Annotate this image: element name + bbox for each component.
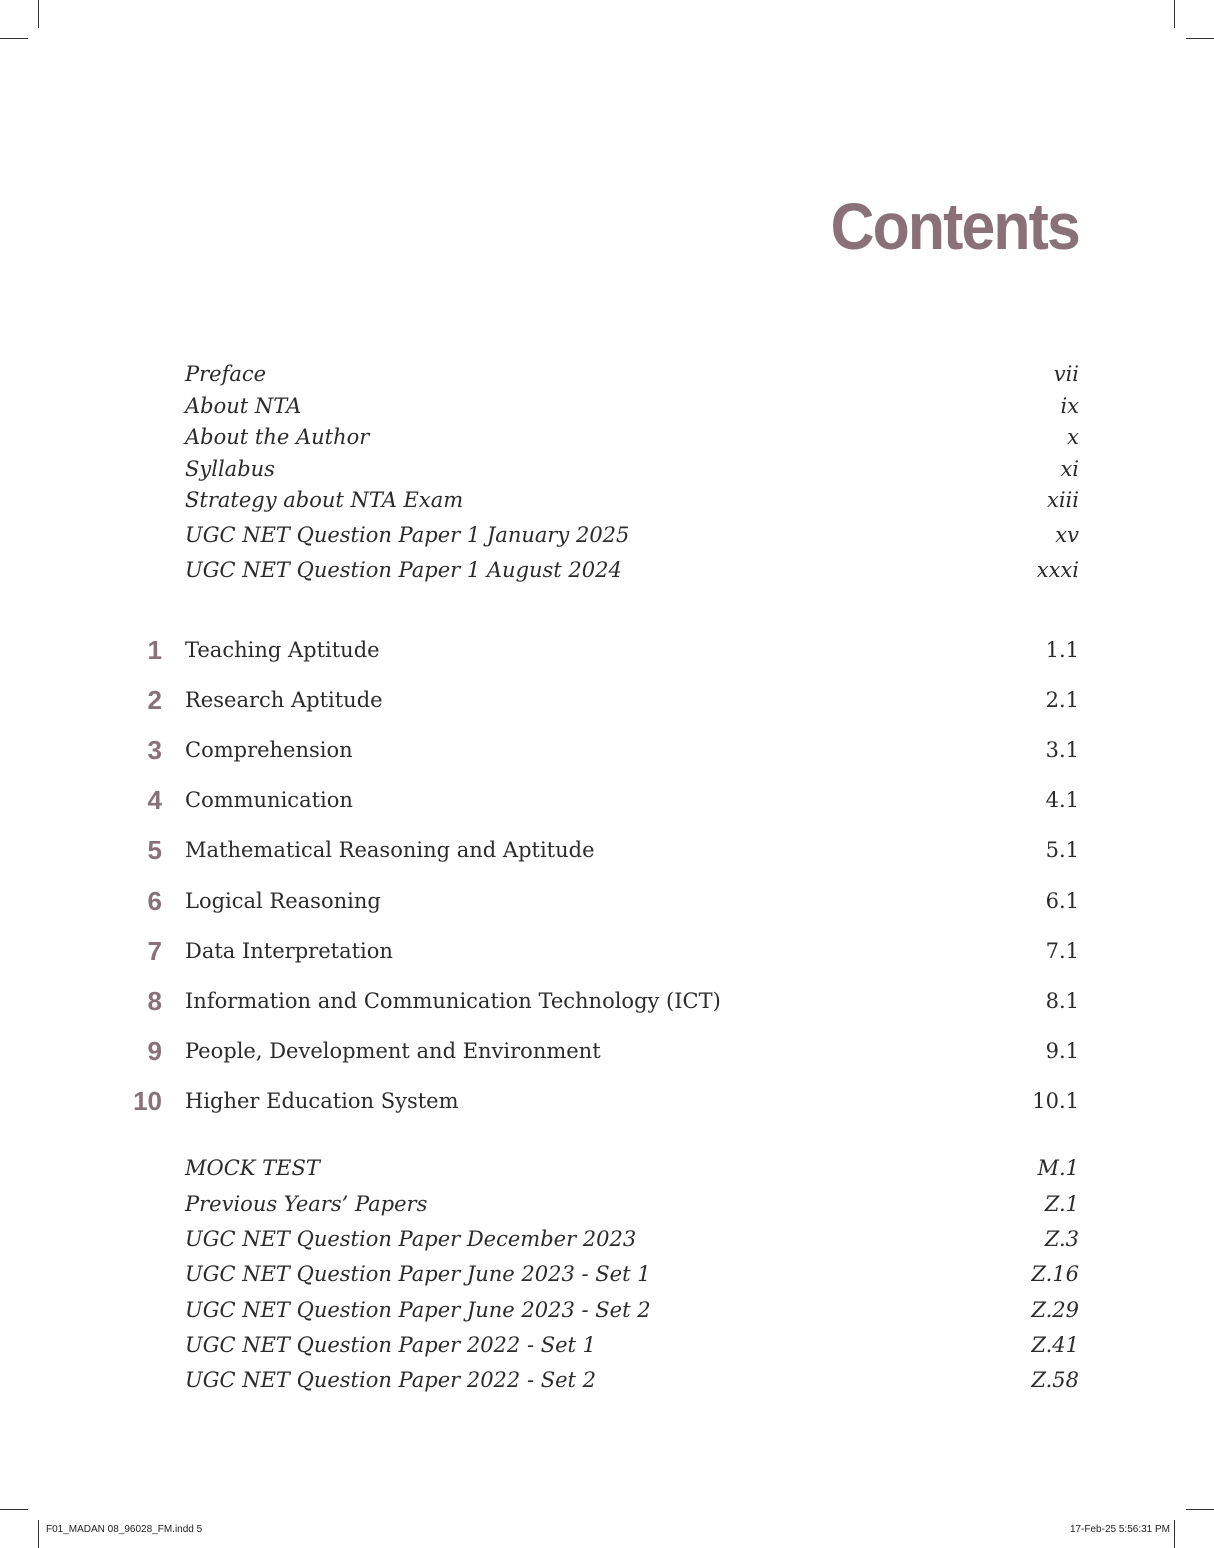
back-entry[interactable] [0, 1294, 1214, 1326]
entry-title: People, Development and Environment [185, 1038, 601, 1063]
chapter-number: 9 [147, 1035, 162, 1066]
entry-page-number: 5.1 [1045, 838, 1079, 863]
entry-page-number: 1.1 [1045, 638, 1079, 662]
entry-page-number: xv [1055, 523, 1079, 548]
chapter-entry[interactable] [0, 1085, 1214, 1117]
chapter-entry[interactable] [0, 935, 1214, 967]
back-entry[interactable] [0, 1188, 1214, 1220]
entry-page-number: Z.29 [1031, 1297, 1079, 1322]
chapter-entry[interactable] [0, 834, 1214, 866]
chapter-number: 3 [147, 735, 162, 766]
entry-page-number: Z.58 [1031, 1368, 1079, 1392]
back-entry[interactable] [0, 1329, 1214, 1361]
front-entry[interactable] [0, 358, 1214, 390]
front-entry[interactable] [0, 519, 1214, 551]
back-entry[interactable] [0, 1223, 1214, 1255]
crop-mark [38, 0, 39, 28]
entry-page-number: x [1067, 425, 1079, 450]
footer-timestamp: 17-Feb-25 5:56:31 PM [1069, 1524, 1170, 1535]
entry-page-number: 7.1 [1045, 938, 1079, 963]
entry-page-number: Z.3 [1044, 1227, 1079, 1252]
entry-page-number: vii [1053, 362, 1079, 386]
chapter-number: 6 [147, 885, 162, 916]
chapter-number: 2 [147, 685, 162, 716]
crop-mark [1174, 1520, 1175, 1548]
chapter-number: 5 [147, 835, 162, 866]
front-entry[interactable] [0, 453, 1214, 485]
crop-mark [1174, 0, 1175, 28]
entry-page-number: 3.1 [1045, 738, 1079, 763]
back-entry[interactable] [0, 1258, 1214, 1290]
chapter-number: 10 [133, 1085, 162, 1116]
entry-page-number: 4.1 [1045, 788, 1079, 813]
entry-page-number: xxxi [1036, 558, 1079, 583]
front-entry[interactable] [0, 421, 1214, 453]
chapter-number: 7 [147, 935, 162, 966]
entry-title: Information and Communication Technology (ICT) [185, 988, 721, 1013]
entry-title: UGC NET Question Paper 1 August 2024 [185, 558, 622, 583]
entry-title: Preface [185, 362, 267, 386]
page-title: Contents [830, 189, 1079, 263]
crop-mark [1186, 1509, 1214, 1510]
entry-title: UGC NET Question Paper 1 January 2025 [185, 523, 630, 548]
chapter-number: 1 [147, 635, 162, 665]
entry-title: UGC NET Question Paper June 2023 - Set 1 [185, 1262, 651, 1287]
entry-page-number: ix [1060, 393, 1079, 418]
entry-title: Data Interpretation [185, 938, 393, 963]
entry-page-number: Z.1 [1044, 1192, 1079, 1216]
front-entry[interactable] [0, 554, 1214, 586]
entry-page-number: Z.41 [1031, 1332, 1079, 1357]
entry-page-number: Z.16 [1031, 1262, 1079, 1287]
entry-page-number: xi [1060, 456, 1079, 481]
chapter-number: 8 [147, 985, 162, 1016]
entry-title: Previous Years’ Papers [185, 1192, 428, 1216]
chapter-entry[interactable] [0, 734, 1214, 766]
entry-page-number: 9.1 [1045, 1038, 1079, 1063]
crop-mark [0, 1509, 28, 1510]
entry-title: UGC NET Question Paper December 2023 [185, 1227, 637, 1252]
entry-title: Communication [185, 788, 353, 813]
entry-page-number: 6.1 [1045, 888, 1079, 913]
chapter-entry[interactable] [0, 784, 1214, 816]
entry-page-number: 2.1 [1045, 688, 1079, 713]
entry-title: About NTA [185, 393, 302, 418]
chapter-entry[interactable] [0, 985, 1214, 1017]
entry-title: UGC NET Question Paper 2022 - Set 2 [185, 1368, 597, 1392]
entry-title: Logical Reasoning [185, 888, 381, 913]
back-entry[interactable] [0, 1364, 1214, 1396]
front-entry[interactable] [0, 390, 1214, 422]
chapter-entry[interactable] [0, 634, 1214, 666]
crop-mark [1186, 38, 1214, 39]
crop-mark [0, 38, 28, 39]
entry-title: Mathematical Reasoning and Aptitude [185, 838, 595, 863]
entry-page-number: 10.1 [1032, 1088, 1079, 1113]
entry-title: UGC NET Question Paper 2022 - Set 1 [185, 1332, 597, 1357]
entry-page-number: M.1 [1037, 1156, 1079, 1180]
chapter-entry[interactable] [0, 885, 1214, 917]
crop-mark [38, 1520, 39, 1548]
back-entry[interactable] [0, 1152, 1214, 1184]
entry-title: Research Aptitude [185, 688, 383, 713]
chapter-entry[interactable] [0, 684, 1214, 716]
front-entry[interactable] [0, 484, 1214, 516]
entry-title: Teaching Aptitude [185, 638, 380, 662]
entry-page-number: 8.1 [1045, 988, 1079, 1013]
entry-title: Strategy about NTA Exam [185, 488, 464, 513]
entry-title: UGC NET Question Paper June 2023 - Set 2 [185, 1297, 651, 1322]
footer-file-slug: F01_MADAN 08_96028_FM.indd 5 [46, 1524, 203, 1535]
entry-title: About the Author [185, 425, 370, 450]
entry-title: Comprehension [185, 738, 353, 763]
entry-title: MOCK TEST [185, 1156, 320, 1180]
chapter-entry[interactable] [0, 1035, 1214, 1067]
entry-page-number: xiii [1047, 488, 1079, 513]
entry-title: Higher Education System [185, 1088, 459, 1113]
chapter-number: 4 [147, 785, 162, 816]
entry-title: Syllabus [185, 456, 275, 481]
